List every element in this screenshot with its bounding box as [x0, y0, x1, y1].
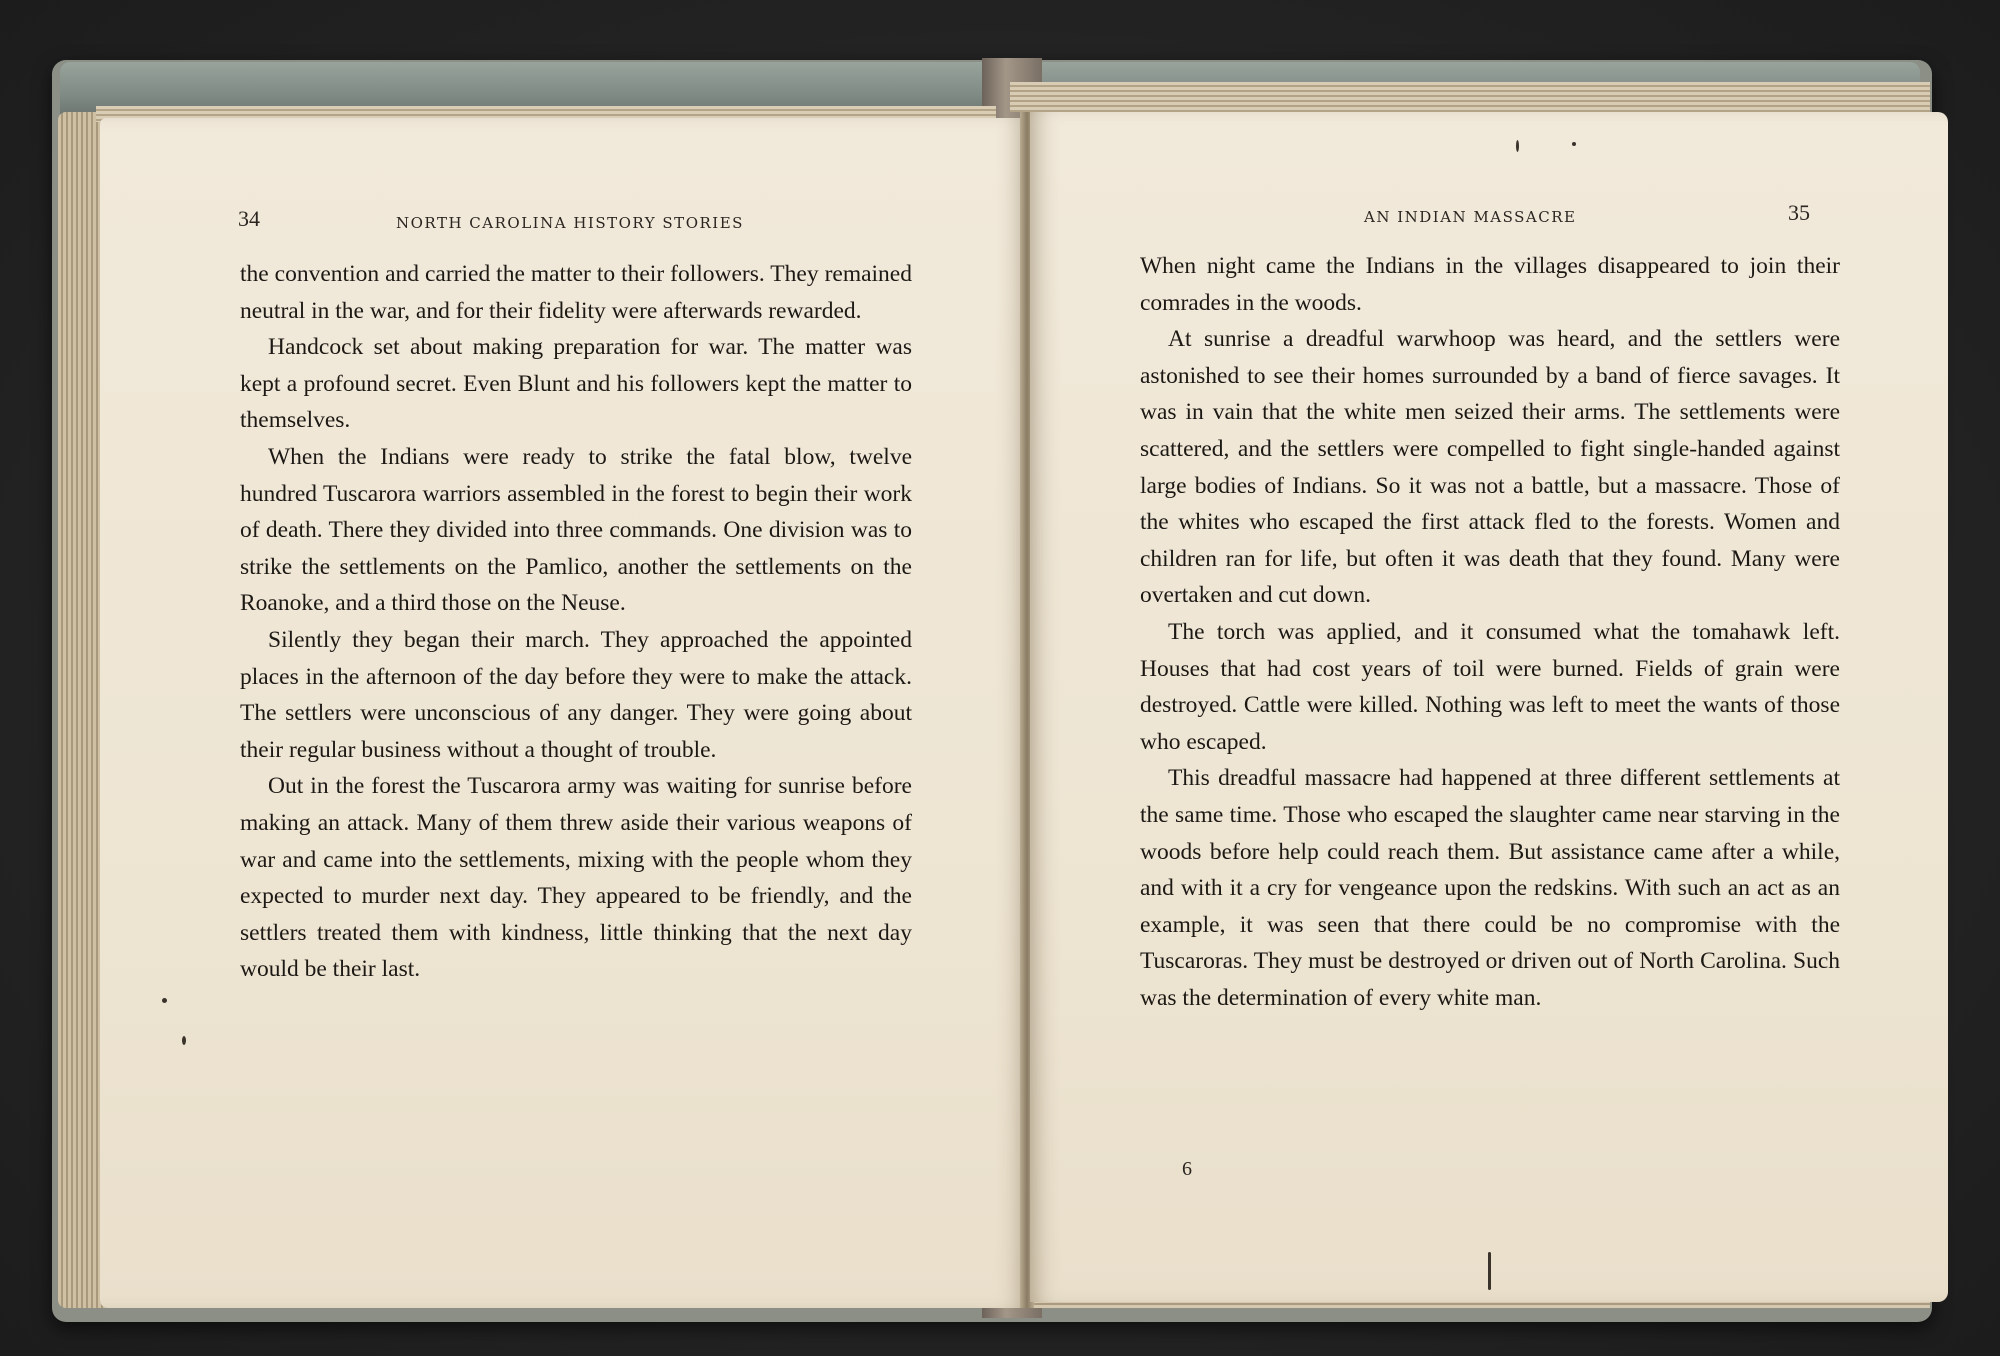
- right-running-head: AN INDIAN MASSACRE: [1364, 208, 1577, 226]
- left-paragraph-5: Out in the forest the Tuscarora army was waiting for sunrise before making an attack. Many of them threw aside their various weapons of war and came into the settlements, mixing with the people whom they expected to murder next day. They appeared to be friendly, and the settlers treated them with kindness, little thinking that the next day would be their last.: [240, 773, 912, 983]
- left-page: [100, 118, 1026, 1308]
- left-paragraph-3: When the Indians were ready to strike the fatal blow, twelve hundred Tuscarora warriors assembled in the forest to begin their work of death. There they divided into three commands. One division was to strike the settlements on the Pamlico, another the settlements on the Roanoke, and a third those on the Neuse.: [240, 443, 912, 617]
- right-paragraph-2: At sunrise a dreadful warwhoop was heard, and the settlers were astonished to see their homes surrounded by a band of fierce savages. It was in vain that the white men seized their arms. The settlements were scattered, and the settlers were compelled to fight single-handed against large bodies of Indians. So it was not a battle, but a massacre. Those of the whites who escaped the first attack fled to the forests. Women and children ran for life, but often it was death that they found. Many were overtaken and cut down.: [1140, 326, 1840, 609]
- ink-speck: [162, 998, 167, 1003]
- left-paragraph-1: the convention and carried the matter to their followers. They remained neutral in the war, and for their fidelity were afterwards rewarded.: [240, 261, 912, 324]
- left-paragraph-2: Handcock set about making preparation for war. The matter was kept a profound secret. Even Blunt and his followers kept the matter to themselves.: [240, 334, 912, 434]
- right-paragraph-4: This dreadful massacre had happened at three different settlements at the same time. Those who escaped the slaughter came near starving in the woods before help could reach them. But assistance came after a while, and with it a cry for vengeance upon the redskins. With such an act as an example, it was seen that there could be no compromise with the Tuscaroras. They must be destroyed or driven out of North Carolina. Such was the determination of every white man.: [1140, 765, 1840, 1011]
- right-page-number: 35: [1788, 200, 1810, 225]
- right-paragraph-1: When night came the Indians in the villages disappeared to join their comrades in the woods.: [1140, 253, 1840, 316]
- page-stack-left-edge: [58, 112, 106, 1308]
- ink-speck: [182, 1036, 186, 1045]
- ink-speck: [1516, 140, 1519, 152]
- ink-speck: [1572, 142, 1576, 146]
- ink-mark: [1488, 1252, 1491, 1290]
- left-page-number: 34: [238, 206, 260, 231]
- left-running-head: NORTH CAROLINA HISTORY STORIES: [396, 214, 744, 232]
- page-stack-top-right: [1010, 82, 1930, 112]
- right-page: [1030, 112, 1948, 1302]
- right-paragraph-3: The torch was applied, and it consumed what the tomahawk left. Houses that had cost years of toil were burned. Fields of grain were destroyed. Cattle were killed. Nothing was left to meet the wants of those who escaped.: [1140, 618, 1840, 755]
- right-page-text: [1140, 248, 1840, 1016]
- signature-mark: 6: [1182, 1158, 1192, 1180]
- left-page-text: [240, 256, 912, 988]
- left-paragraph-4: Silently they began their march. They approached the appointed places in the afternoon of the day before they were to make the attack. The settlers were unconscious of any danger. They were going about their regular business without a thought of trouble.: [240, 626, 912, 763]
